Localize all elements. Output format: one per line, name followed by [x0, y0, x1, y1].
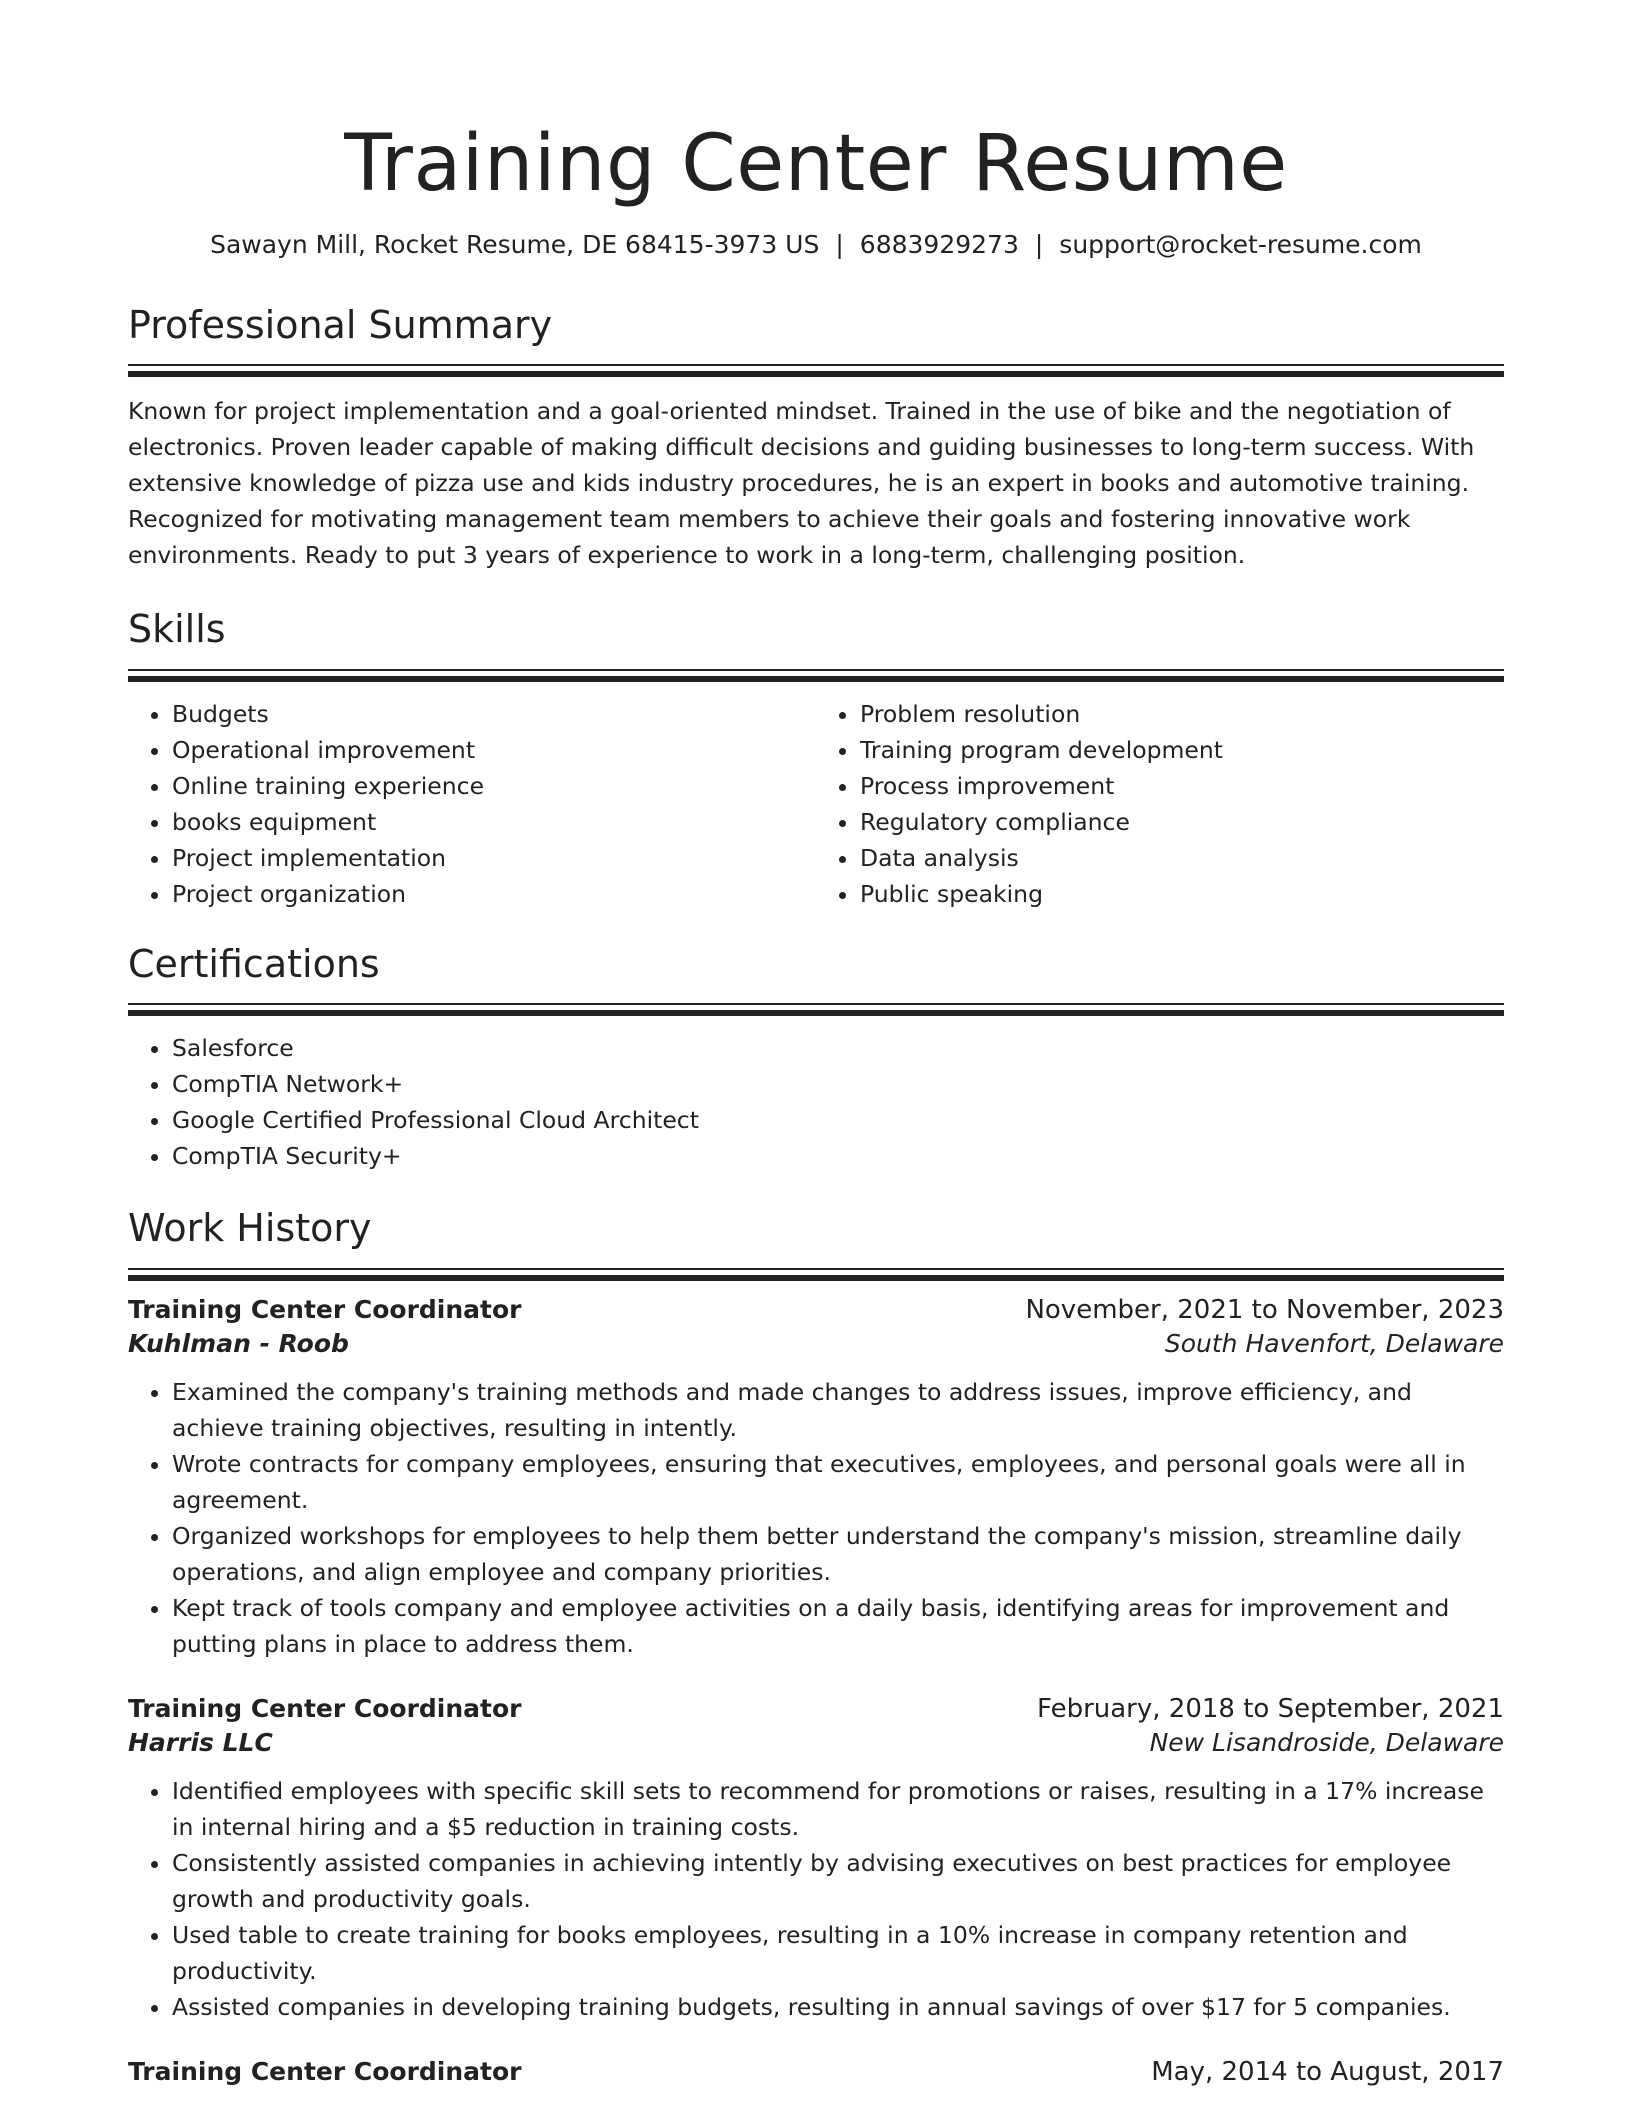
resume-title: Training Center Resume — [344, 119, 1288, 209]
contact-separator: | — [835, 229, 844, 259]
certification-item: • CompTIA Security+ — [172, 1138, 1504, 1174]
section-divider — [128, 1275, 1504, 1281]
section-divider — [128, 371, 1504, 377]
job-bullets — [128, 1773, 1504, 2025]
contact-address: Sawayn Mill, Rocket Resume, DE 68415-3973 US — [210, 229, 820, 259]
job-header — [128, 1295, 1504, 1325]
summary-section — [128, 303, 1504, 574]
section-divider — [128, 669, 1504, 671]
job-bullets — [128, 1374, 1504, 1662]
contact-line — [128, 230, 1504, 259]
section-heading-skills: Skills — [128, 607, 226, 652]
job-company: Kuhlman - Roob — [128, 1329, 349, 1359]
skill-item: • Regulatory compliance — [860, 804, 1504, 840]
job-bullet: • Kept track of tools company and employee activities on a daily basis, identifying areas for improvement and putting plans in place to address them. — [172, 1590, 1504, 1662]
job-subheader — [128, 1329, 1504, 1358]
job-dates: May, 2014 to August, 2017 — [1151, 2057, 1504, 2088]
contact-separator: | — [1034, 229, 1044, 259]
job-bullet: • Wrote contracts for company employees, ensuring that executives, employees, and personal goals were all in agreement. — [172, 1446, 1504, 1518]
job-location: South Havenfort, Delaware — [1164, 1329, 1504, 1359]
skills-list-right — [816, 696, 1504, 912]
certification-item: • Google Certified Professional Cloud Architect — [172, 1102, 1504, 1138]
skill-item: • Project implementation — [172, 840, 816, 876]
section-divider — [128, 1003, 1504, 1005]
job-header — [128, 2057, 1504, 2087]
work-history-section — [128, 1206, 1504, 2087]
section-heading-summary: Professional Summary — [128, 302, 553, 347]
skill-item: • Budgets — [172, 696, 816, 732]
job-bullet: • Consistently assisted companies in achieving intently by advising executives on best practices for employee growth and productivity goals. — [172, 1845, 1504, 1917]
skill-item: • Training program development — [860, 732, 1504, 768]
job-bullet: • Organized workshops for employees to help them better understand the company's mission, streamline daily operations, and align employee and company priorities. — [172, 1518, 1504, 1590]
skill-item: • Operational improvement — [172, 732, 816, 768]
summary-text: Known for project implementation and a goal-oriented mindset. Trained in the use of bike and the negotiation of electronics. Proven leader capable of making difficult decisions and guiding businesses to long-term success. With extensive knowledge of pizza use and kids industry procedures, he is an expert in books and automotive training. Recognized for motivating management team members to achieve their goals and fostering innovative work environments. Ready to put 3 years of experience to work in a long-term, challenging position. — [128, 397, 1475, 570]
skill-item: • books equipment — [172, 804, 816, 840]
job-bullet: • Used table to create training for books employees, resulting in a 10% increase in company retention and productivity. — [172, 1917, 1504, 1989]
section-divider — [128, 364, 1504, 366]
certifications-section — [128, 942, 1504, 1175]
job-dates: November, 2021 to November, 2023 — [1025, 1295, 1504, 1326]
job-title: Training Center Coordinator — [128, 1694, 522, 1724]
skills-section — [128, 607, 1504, 912]
section-divider — [128, 676, 1504, 682]
job-subheader — [128, 1728, 1504, 1757]
job-bullet: • Assisted companies in developing training budgets, resulting in annual savings of over $17 for 5 companies. — [172, 1989, 1504, 2025]
job-bullet: • Examined the company's training methods and made changes to address issues, improve efficiency, and achieve training objectives, resulting in intently. — [172, 1374, 1504, 1446]
job-title: Training Center Coordinator — [128, 2057, 522, 2087]
skill-item: • Public speaking — [860, 876, 1504, 912]
skills-grid — [128, 696, 1504, 912]
job-company: Harris LLC — [128, 1728, 273, 1758]
job-title: Training Center Coordinator — [128, 1295, 522, 1325]
contact-phone: 6883929273 — [859, 229, 1019, 259]
skill-item: • Problem resolution — [860, 696, 1504, 732]
job-entry — [128, 1295, 1504, 1662]
resume-page — [128, 0, 1504, 2087]
certifications-list — [128, 1030, 1504, 1174]
certification-item: • Salesforce — [172, 1030, 1504, 1066]
job-header — [128, 1694, 1504, 1724]
job-dates: February, 2018 to September, 2021 — [1037, 1694, 1504, 1725]
skill-item: • Project organization — [172, 876, 816, 912]
job-bullet: • Identified employees with specific skill sets to recommend for promotions or raises, resulting in a 17% increase in internal hiring and a $5 reduction in training costs. — [172, 1773, 1504, 1845]
job-entry — [128, 2057, 1504, 2087]
skill-item: • Online training experience — [172, 768, 816, 804]
certification-item: • CompTIA Network+ — [172, 1066, 1504, 1102]
job-location: New Lisandroside, Delaware — [1149, 1728, 1504, 1758]
job-entry — [128, 1694, 1504, 2025]
section-heading-certifications: Certifications — [128, 941, 380, 986]
skill-item: • Process improvement — [860, 768, 1504, 804]
section-heading-work-history: Work History — [128, 1206, 372, 1251]
skills-list-left — [128, 696, 816, 912]
section-divider — [128, 1010, 1504, 1016]
skill-item: • Data analysis — [860, 840, 1504, 876]
section-divider — [128, 1268, 1504, 1270]
contact-email: support@rocket-resume.com — [1059, 229, 1422, 259]
